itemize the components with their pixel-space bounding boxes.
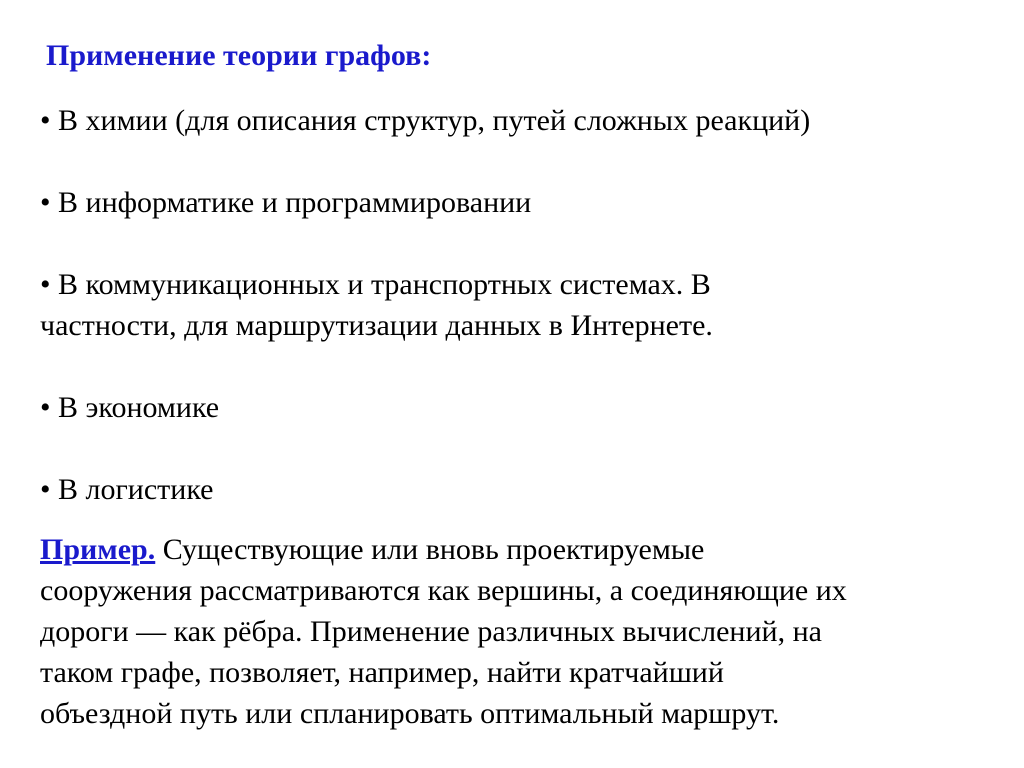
example-line: таком графе, позволяет, например, найти кратчайший [40, 656, 724, 689]
bullet-line: • В логистике [40, 473, 214, 506]
bullet-communication-systems [40, 264, 990, 346]
example-first-line-text: Существующие или вновь проектируемые [155, 533, 705, 566]
bullet-informatics [40, 182, 990, 223]
bullet-logistics [40, 469, 990, 510]
bullet-line: • В экономике [40, 391, 220, 424]
slide-title: Применение теории графов: [46, 39, 432, 72]
bullet-chemistry [40, 100, 990, 141]
example-line: дороги — как рёбра. Применение различных вычислений, на [40, 615, 822, 648]
example-label: Пример. [40, 533, 156, 566]
bullet-line-continuation: частности, для маршрутизации данных в Интернете. [40, 309, 713, 342]
bullet-line: • В информатике и программировании [40, 186, 532, 219]
example-line: объездной путь или спланировать оптимальный маршрут. [40, 697, 780, 730]
example-first-line [40, 529, 847, 570]
example-line: сооружения рассматриваются как вершины, а соединяющие их [40, 574, 847, 607]
bullet-economics [40, 387, 990, 428]
bullet-line: • В химии (для описания структур, путей сложных реакций) [40, 104, 811, 137]
example-paragraph [40, 529, 847, 734]
bullet-line: • В коммуникационных и транспортных системах. В [40, 268, 711, 301]
